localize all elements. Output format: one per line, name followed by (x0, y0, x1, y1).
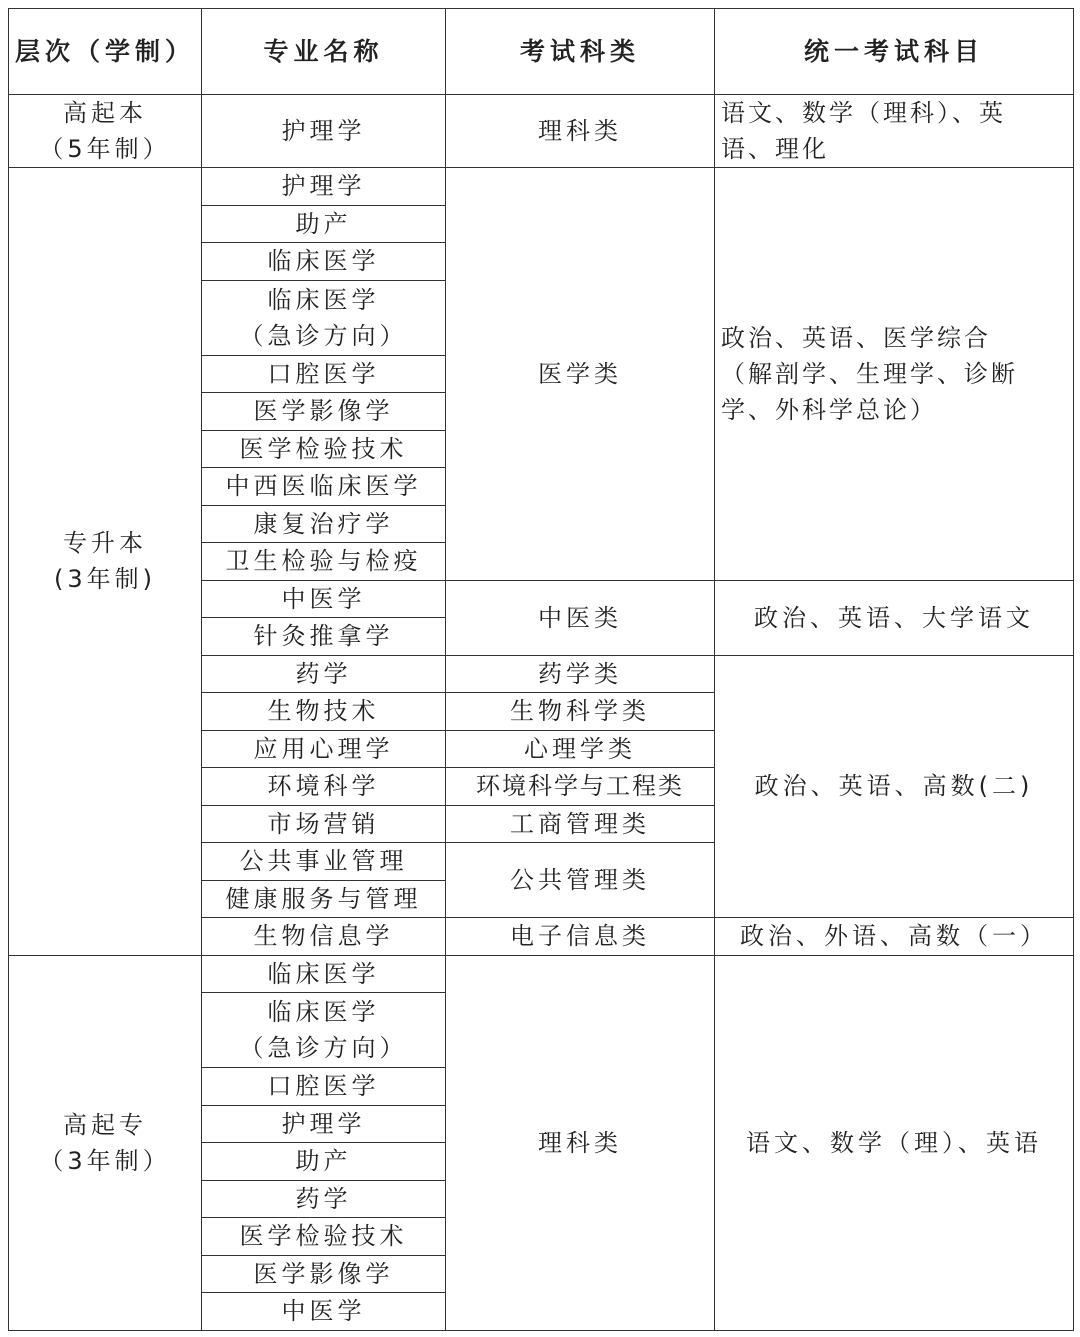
category-cell: 生物科学类 (446, 693, 715, 731)
category-cell: 理科类 (446, 955, 715, 1330)
table-row (9, 168, 1074, 206)
level-label: 专升本 (63, 529, 147, 558)
header-subjects: 统一考试科目 (715, 9, 1074, 95)
category-cell: 公共管理类 (446, 843, 715, 918)
subjects-cell (715, 168, 1074, 581)
category-cell: 心理学类 (446, 730, 715, 768)
major-cell: 助产 (202, 205, 446, 243)
level-years: (3年制) (54, 565, 156, 594)
subjects-cell: 政治、英语、高数(二) (715, 655, 1074, 918)
major-line: 临床医学 (267, 998, 380, 1026)
table-row (9, 955, 1074, 993)
level-cell-gqz (9, 955, 202, 1330)
level-label: 高起本 (63, 99, 147, 127)
header-row (9, 9, 1074, 95)
level-years: （5年制） (39, 135, 171, 163)
major-cell: 药学 (202, 1180, 446, 1218)
subjects-cell: 语文、数学（理）、英语 (715, 955, 1074, 1330)
enrollment-table (8, 8, 1074, 1331)
level-years: （3年制） (39, 1146, 171, 1175)
category-cell: 环境科学与工程类 (446, 768, 715, 806)
subjects-line: 语、理化 (721, 135, 829, 163)
category-cell: 工商管理类 (446, 805, 715, 843)
major-cell (202, 993, 446, 1068)
major-cell: 医学影像学 (202, 1255, 446, 1293)
category-cell: 电子信息类 (446, 918, 715, 956)
major-cell: 护理学 (202, 1105, 446, 1143)
major-cell: 医学检验技术 (202, 1218, 446, 1256)
major-cell: 针灸推拿学 (202, 618, 446, 656)
category-cell: 理科类 (446, 95, 715, 168)
major-cell: 药学 (202, 655, 446, 693)
major-line: （急诊方向） (239, 321, 408, 350)
major-cell: 生物信息学 (202, 918, 446, 956)
category-cell: 医学类 (446, 168, 715, 581)
major-cell: 护理学 (202, 95, 446, 168)
subjects-line: 政治、英语、医学综合 (721, 323, 991, 352)
major-cell: 临床医学 (202, 955, 446, 993)
subjects-line: 学、外科学总论） (721, 395, 937, 424)
subjects-line: （解剖学、生理学、诊断 (721, 359, 1018, 388)
major-cell: 口腔医学 (202, 1068, 446, 1106)
major-cell: 护理学 (202, 168, 446, 206)
level-label: 高起专 (63, 1110, 147, 1139)
page (8, 8, 1074, 1331)
subjects-cell: 政治、英语、大学语文 (715, 580, 1074, 655)
major-cell: 助产 (202, 1143, 446, 1181)
major-cell: 中医学 (202, 580, 446, 618)
major-cell: 卫生检验与检疫 (202, 543, 446, 581)
major-cell: 市场营销 (202, 805, 446, 843)
major-cell: 环境科学 (202, 768, 446, 806)
major-cell: 医学检验技术 (202, 430, 446, 468)
major-line: （急诊方向） (239, 1034, 408, 1062)
major-cell: 生物技术 (202, 693, 446, 731)
major-cell: 应用心理学 (202, 730, 446, 768)
header-major: 专业名称 (202, 9, 446, 95)
major-cell: 临床医学 (202, 243, 446, 281)
major-cell (202, 280, 446, 355)
subjects-cell: 政治、外语、高数（一） (715, 918, 1074, 956)
level-cell-gqb (9, 95, 202, 168)
major-cell: 康复治疗学 (202, 505, 446, 543)
subjects-line: 语文、数学（理科）、英 (721, 99, 1006, 127)
major-cell: 医学影像学 (202, 393, 446, 431)
major-cell: 中医学 (202, 1293, 446, 1331)
major-cell: 公共事业管理 (202, 843, 446, 881)
major-cell: 口腔医学 (202, 355, 446, 393)
category-cell: 中医类 (446, 580, 715, 655)
major-cell: 健康服务与管理 (202, 880, 446, 918)
header-level: 层次（学制） (9, 9, 202, 95)
level-cell-zsb (9, 168, 202, 956)
major-cell: 中西医临床医学 (202, 468, 446, 506)
category-cell: 药学类 (446, 655, 715, 693)
header-category: 考试科类 (446, 9, 715, 95)
subjects-cell (715, 95, 1074, 168)
major-line: 临床医学 (267, 285, 380, 314)
table-row (9, 95, 1074, 168)
